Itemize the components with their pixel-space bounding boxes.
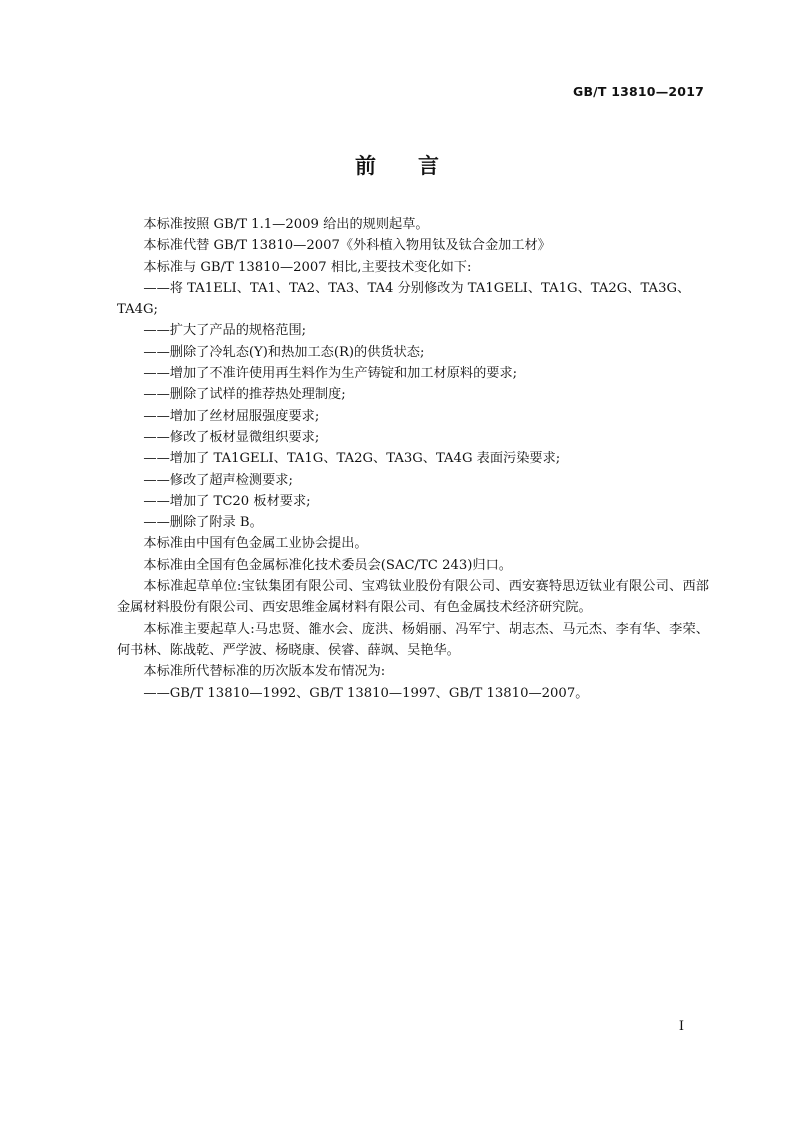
change-item: ——删除了附录 B。 <box>143 515 263 531</box>
change-item: ——增加了 TA1GELI、TA1G、TA2G、TA3G、TA4G 表面污染要求; <box>143 451 561 467</box>
change-item: ——增加了不准许使用再生料作为生产铸锭和加工材原料的要求; <box>143 366 518 382</box>
page-number: I <box>678 1019 684 1034</box>
paragraph: 本标准与 GB/T 13810—2007 相比,主要技术变化如下: <box>143 259 472 275</box>
foreword-body <box>117 214 709 704</box>
paragraph: 本标准所代替标准的历次版本发布情况为: <box>143 664 386 680</box>
version-history: ——GB/T 13810—1992、GB/T 13810—1997、GB/T 13810—2007。 <box>143 685 589 701</box>
change-item: ——修改了板材显微组织要求; <box>143 429 320 445</box>
change-item: ——修改了超声检测要求; <box>143 472 293 488</box>
drafters: 本标准主要起草人:马忠贤、雒水会、庞洪、杨娟丽、冯军宁、胡志杰、马元杰、李有华、李荣、何书林、陈战乾、严学波、杨晓康、侯睿、薛飒、吴艳华。 <box>117 621 709 658</box>
page-title: 前言 <box>355 154 481 178</box>
standard-code: GB/T 13810—2017 <box>572 84 704 99</box>
paragraph: 本标准按照 GB/T 1.1—2009 给出的规则起草。 <box>143 217 429 232</box>
change-item: ——增加了 TC20 板材要求; <box>143 493 311 509</box>
drafting-units: 本标准起草单位:宝钛集团有限公司、宝鸡钛业股份有限公司、西安赛特思迈钛业有限公司、西部金属材料股份有限公司、西安思维金属材料有限公司、有色金属技术经济研究院。 <box>117 579 709 616</box>
paragraph: 本标准代替 GB/T 13810—2007《外科植入物用钛及钛合金加工材》 <box>143 238 551 254</box>
change-item: ——增加了丝材屈服强度要求; <box>143 408 320 424</box>
paragraph: 本标准由中国有色金属工业协会提出。 <box>143 536 368 552</box>
change-item: ——删除了冷轧态(Y)和热加工态(R)的供货状态; <box>143 344 425 360</box>
change-item: ——将 TA1ELI、TA1、TA2、TA3、TA4 分别修改为 TA1GELI、TA1G、TA2G、TA3G、TA4G; <box>117 280 691 318</box>
change-item: ——扩大了产品的规格范围; <box>143 323 307 339</box>
change-item: ——删除了试样的推荐热处理制度; <box>143 387 346 403</box>
paragraph: 本标准由全国有色金属标准化技术委员会(SAC/TC 243)归口。 <box>143 557 512 573</box>
